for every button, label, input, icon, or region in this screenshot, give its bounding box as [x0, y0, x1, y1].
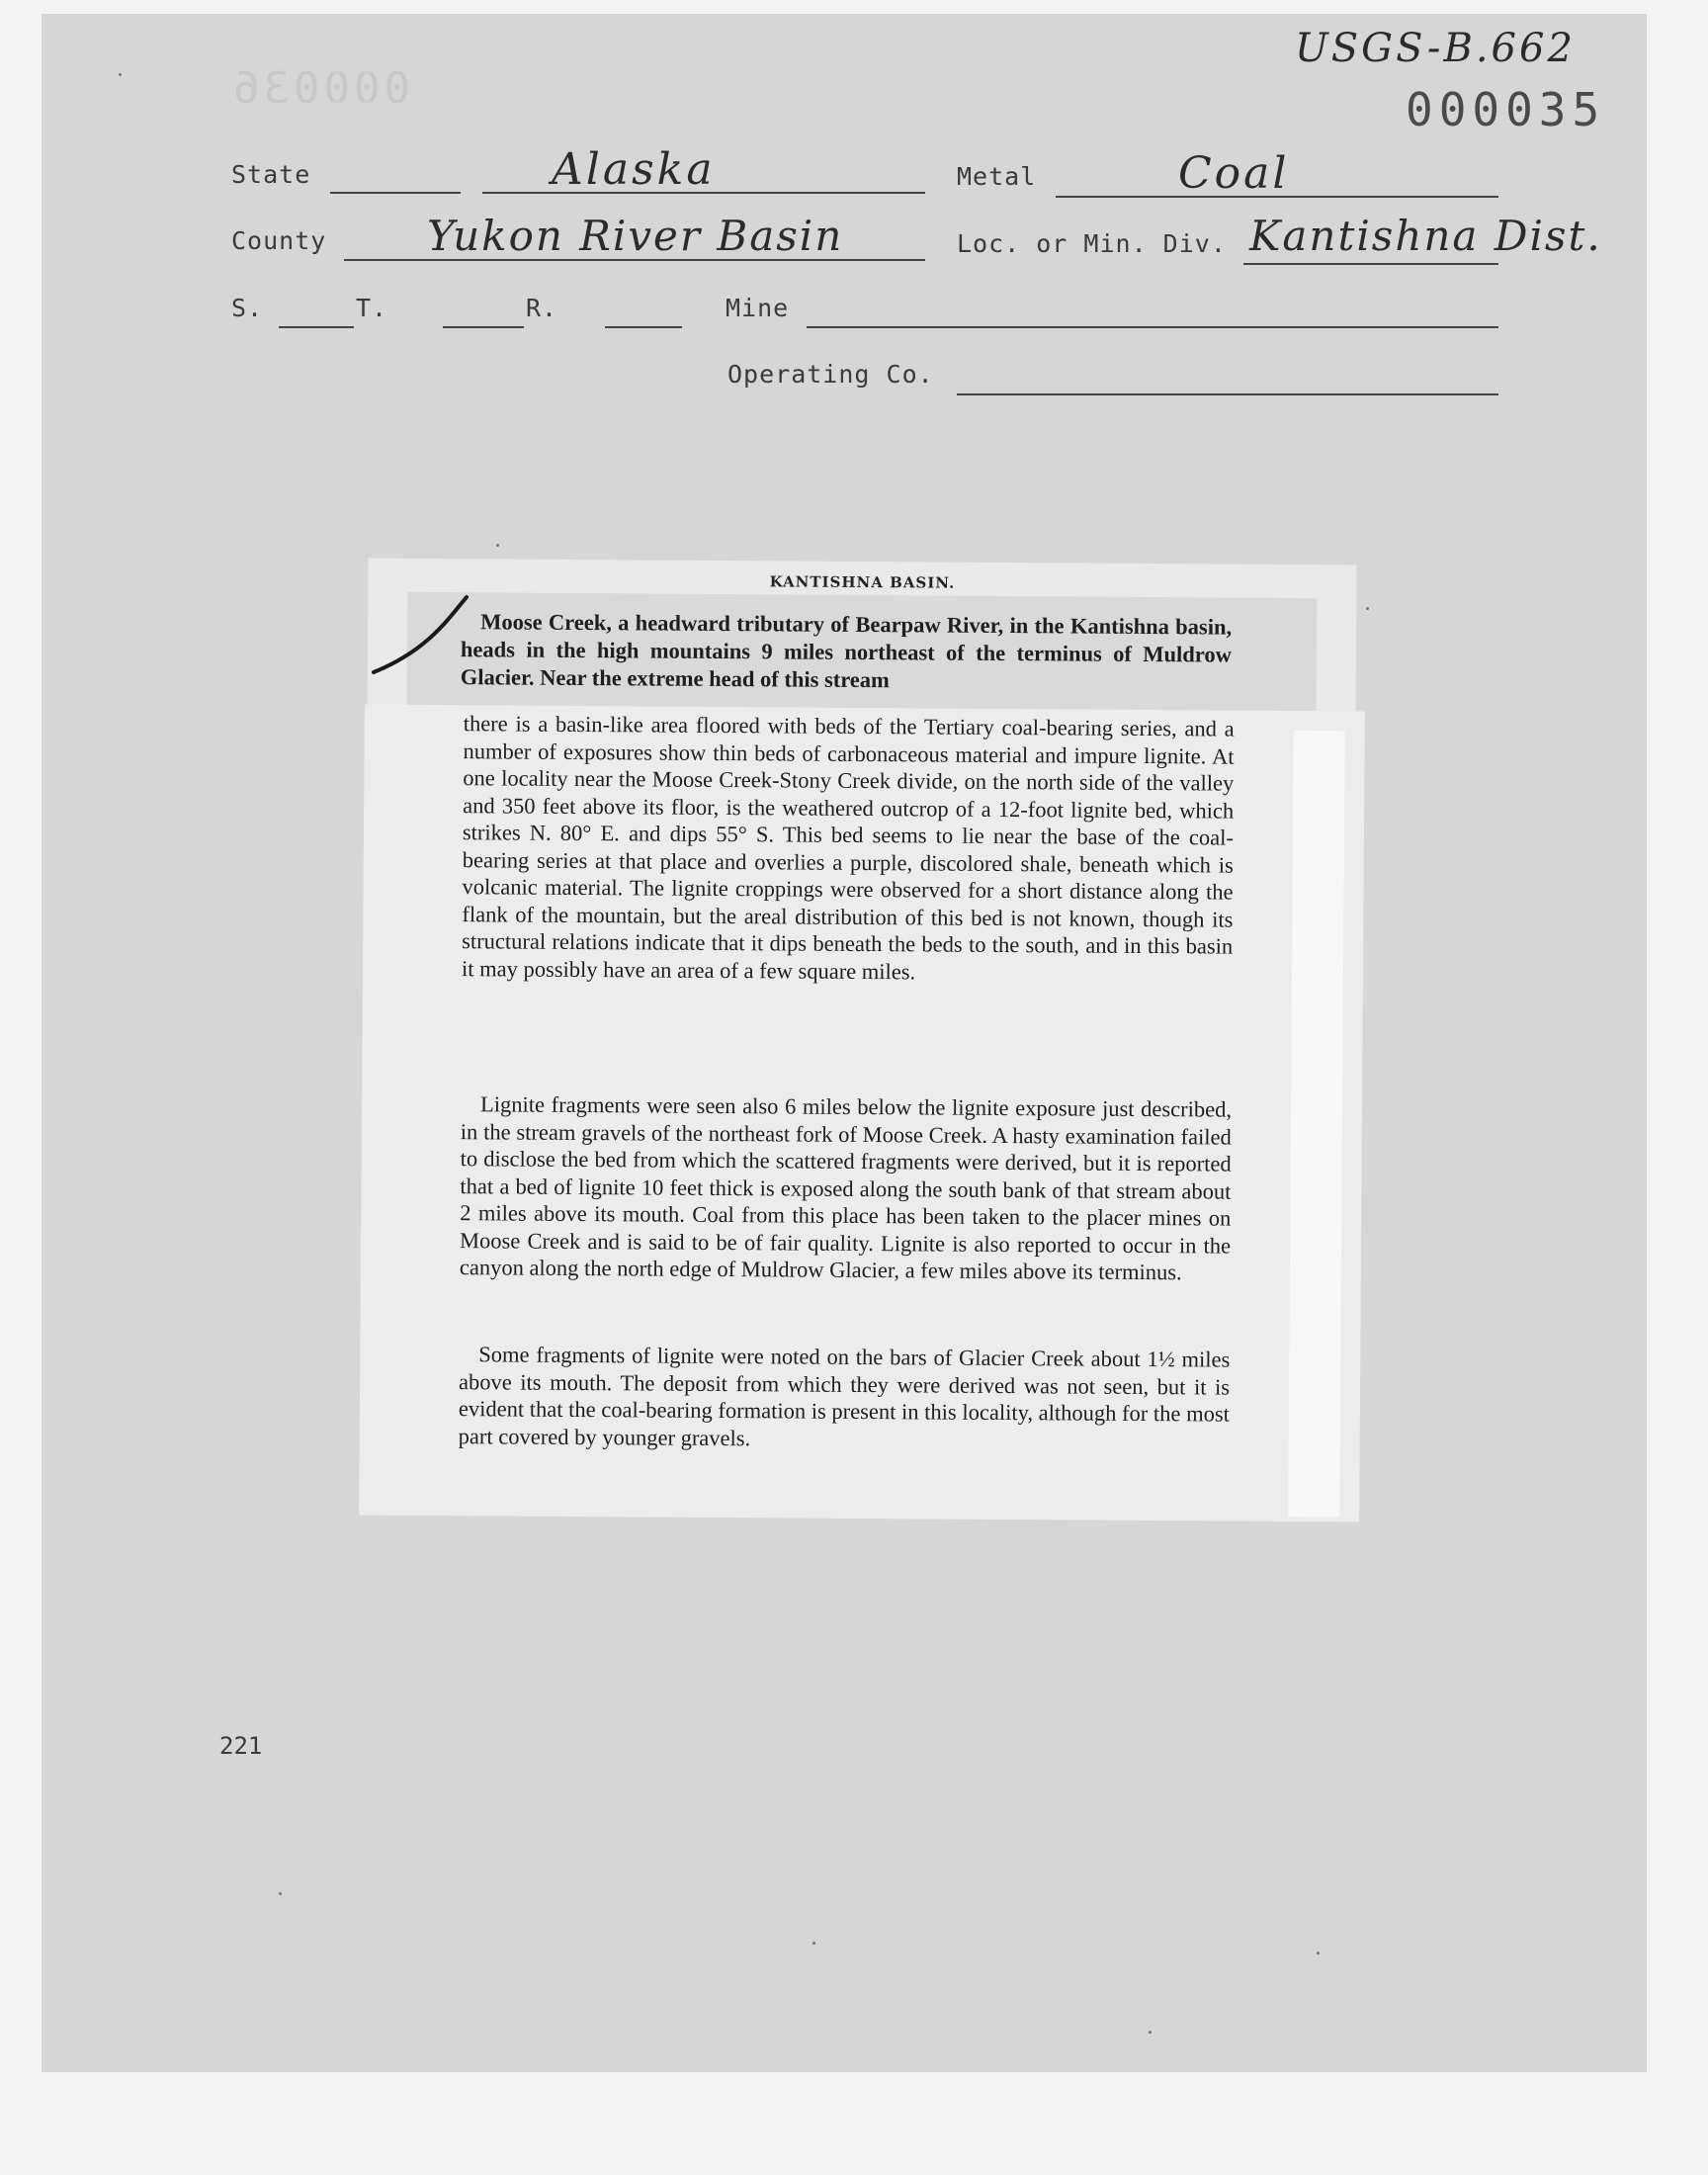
- clipping-main-body: [359, 704, 1365, 1522]
- clipping-title: KANTISHNA BASIN.: [769, 572, 956, 592]
- state-label: State: [231, 160, 311, 189]
- speck: [119, 73, 122, 76]
- mine-line: [807, 326, 1498, 328]
- ghost-number: 000036: [229, 63, 410, 114]
- r-line: [605, 326, 682, 328]
- check-mark-icon: [368, 591, 476, 690]
- clipping-paragraph-1: there is a basin-like area floored with beds of the Tertiary coal-bearing series, and a number of exposures show thin beds of carbonaceous material and impure lignite. At one locality near the Moose Creek-Stony Creek divide, on the north side of the valley and 350 feet above its floor, is the weathered outcrop of a 12-foot lignite bed, which strikes N. 80° E. and dips 55° S. This bed seems to lie near the base of the coal-bearing series at that place and overlies a purple, discolored shale, beneath which is volcanic material. The lignite croppings were observed for a short distance along the flank of the mountain, but the areal distribution of this bed is not known, though its structural relations indicate that it dips beneath the beds to the south, and in this basin it may possibly have an area of a few square miles.: [461, 711, 1235, 984]
- operating-label: Operating Co.: [727, 360, 934, 389]
- speck: [1149, 2031, 1152, 2034]
- r-label: R.: [526, 294, 558, 322]
- page-number: 221: [219, 1732, 263, 1760]
- clipping-lead-paragraph: Moose Creek, a headward tributary of Bearpaw River, in the Kantishna basin, heads in the high mountains 9 miles northeast of the terminus of Muldrow Glacier. Near the extreme head of this stream: [460, 609, 1233, 693]
- speck: [496, 544, 499, 547]
- loc-value: Kantishna Dist.: [1249, 212, 1602, 260]
- speck: [1317, 1952, 1320, 1955]
- speck: [812, 1942, 815, 1945]
- county-value: Yukon River Basin: [427, 212, 844, 260]
- metal-value: Coal: [1178, 148, 1290, 199]
- speck: [279, 1892, 282, 1895]
- reference-code: USGS-B.662: [1295, 26, 1576, 71]
- t-label: T.: [356, 294, 388, 322]
- clipping-paragraph-2: Lignite fragments were seen also 6 miles below the lignite exposure just described, in the stream gravels of the northeast fork of Moose Creek. A hasty examination failed to disclose the bed from which the scattered fragments were derived, but it is reported that a bed of lignite 10 feet thick is exposed along the south bank of that stream about 2 miles above its mouth. Coal from this place has been taken to the placer mines on Moose Creek and is said to be of fair quality. Lignite is also reported to occur in the canyon along the north edge of Muldrow Glacier, a few miles above its terminus.: [459, 1091, 1233, 1285]
- s-label: S.: [231, 294, 264, 322]
- t-line: [443, 326, 524, 328]
- county-label: County: [231, 226, 327, 255]
- stamp-number: 000035: [1406, 83, 1606, 136]
- clipping-paragraph-3: Some fragments of lignite were noted on the bars of Glacier Creek about 1½ miles above its mouth. The deposit from which they were derived was not seen, but it is evident that the coal-bearing formation is present in this locality, although for the most part covered by younger gravels.: [458, 1342, 1231, 1450]
- speck: [1366, 607, 1369, 610]
- loc-line: [1243, 263, 1498, 265]
- loc-label: Loc. or Min. Div.: [957, 229, 1227, 258]
- state-value: Alaska: [552, 144, 716, 195]
- state-line-short: [330, 192, 461, 194]
- metal-label: Metal: [957, 162, 1037, 191]
- s-line: [279, 326, 354, 328]
- operating-line: [957, 393, 1498, 395]
- mine-label: Mine: [726, 294, 790, 322]
